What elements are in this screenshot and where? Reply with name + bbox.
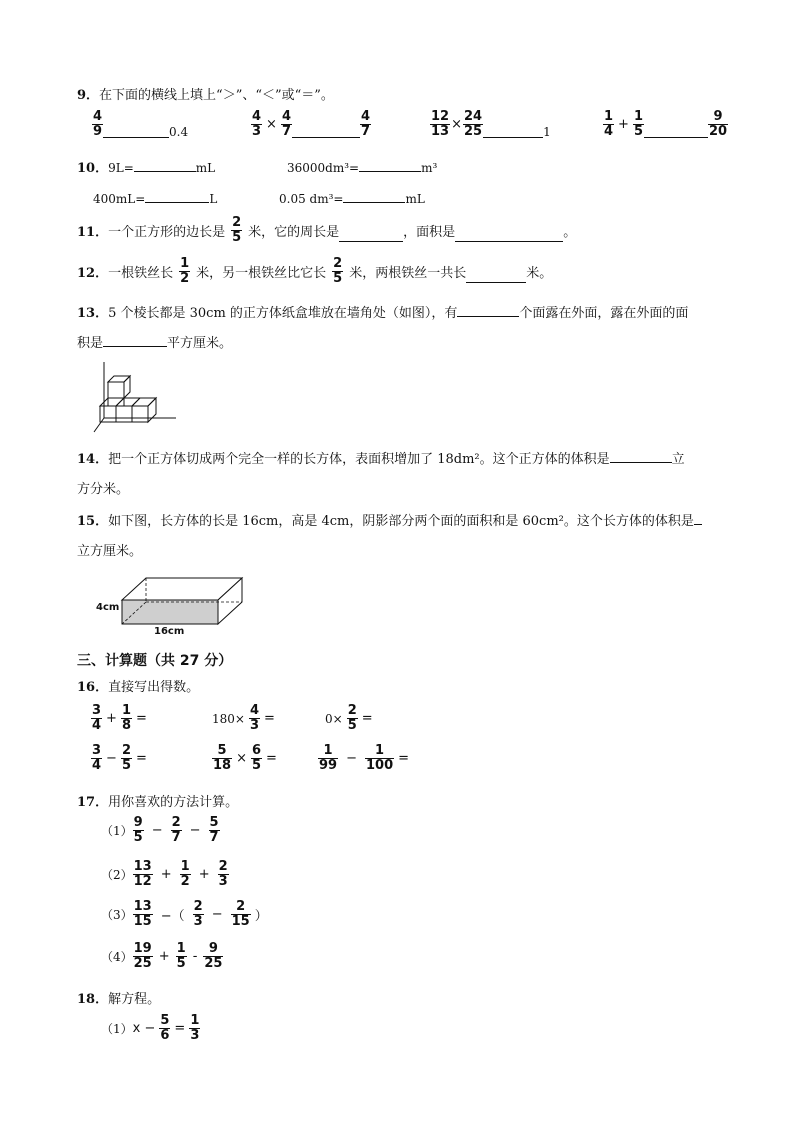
question-number: 12．: [77, 266, 109, 281]
fraction: $\frac{4}{7}$: [281, 109, 291, 139]
answer-blank[interactable]: [292, 125, 360, 138]
answer-blank[interactable]: [339, 229, 403, 242]
q16-expr-2: 180× $\frac{4}{3}$ =: [212, 703, 275, 733]
question-number: 10．: [77, 161, 109, 176]
fraction: $\frac{4}{7}$: [361, 109, 371, 139]
q10-item-3: 400mL= L: [93, 192, 218, 206]
answer-blank[interactable]: [457, 304, 519, 317]
question-14-line2: 方分米。: [77, 482, 130, 497]
q10-item-2: 36000dm³= m³: [287, 161, 438, 175]
question-17: 17．用你喜欢的方法计算。: [77, 795, 239, 810]
question-number: 9．: [77, 88, 100, 103]
question-number: 11．: [77, 225, 109, 240]
q16-expr-5: $\frac{5}{18}$ × $\frac{6}{5}$ =: [213, 743, 277, 773]
question-12: 12． 一根铁丝长 $\frac{1}{2}$ 米，另一根铁丝比它长 $\frac{2}{5}$ 米，两根铁丝一共长 米。: [77, 256, 553, 286]
question-16: 16．直接写出得数。: [77, 680, 200, 695]
question-15-line2: 立方厘米。: [77, 544, 143, 559]
answer-blank[interactable]: [455, 229, 563, 242]
q17-item-1: （1） $\frac{9}{5}$ − $\frac{2}{7}$ − $\frac{5}{7}$: [101, 815, 219, 845]
fraction: $\frac{1}{2}$: [180, 256, 190, 286]
answer-blank[interactable]: [145, 190, 209, 203]
fraction: $\frac{9}{20}$: [709, 109, 728, 139]
answer-blank[interactable]: [103, 125, 169, 138]
answer-blank[interactable]: [644, 125, 708, 138]
answer-blank[interactable]: [694, 512, 702, 525]
q17-item-2: （2） $\frac{13}{12}$ + $\frac{1}{2}$ + $\frac{2}{3}$: [101, 859, 228, 889]
fraction: $\frac{24}{25}$: [464, 109, 483, 139]
question-14: 14．把一个正方体切成两个完全一样的长方体，表面积增加了 18dm²。这个正方体的体积是 立: [77, 452, 685, 467]
answer-blank[interactable]: [610, 450, 672, 463]
height-label: 4cm: [96, 602, 120, 613]
q18-item-1: （1） x − $\frac{5}{6}$ = $\frac{1}{3}$: [101, 1013, 200, 1043]
q17-item-3: （3） $\frac{13}{15}$ −（ $\frac{2}{3}$ − $\frac{2}{15}$ ）: [101, 899, 268, 929]
question-10: 10．9L= mL: [77, 161, 216, 176]
q9-item-2: $\frac{4}{3}$ × $\frac{4}{7}$ $\frac{4}{7}$: [252, 109, 371, 139]
q16-expr-1: $\frac{3}{4}$ + $\frac{1}{8}$ =: [92, 703, 147, 733]
question-13: 13．5 个棱长都是 30cm 的正方体纸盒堆放在墙角处（如图），有 个面露在外面，露在外面的面: [77, 306, 689, 321]
answer-blank[interactable]: [359, 159, 421, 172]
answer-blank[interactable]: [343, 190, 405, 203]
q10-item-4: 0.05 dm³= mL: [279, 192, 425, 206]
fraction: $\frac{2}{5}$: [333, 256, 343, 286]
fraction: $\frac{1}{4}$: [604, 109, 614, 139]
fraction: $\frac{2}{5}$: [232, 215, 242, 245]
question-13-line2: 积是 平方厘米。: [77, 336, 233, 351]
question-18: 18．解方程。: [77, 992, 161, 1007]
q9-item-3: $\frac{12}{13}$ × $\frac{24}{25}$ 1: [431, 109, 551, 139]
answer-blank[interactable]: [103, 334, 167, 347]
q16-expr-3: 0× $\frac{2}{5}$ =: [325, 703, 373, 733]
fraction: $\frac{4}{9}$: [93, 109, 103, 139]
stacked-cubes-figure: [88, 358, 180, 436]
question-number: 18．: [77, 992, 109, 1007]
answer-blank[interactable]: [466, 270, 526, 283]
fraction: $\frac{4}{3}$: [252, 109, 262, 139]
q16-expr-6: $\frac{1}{99}$ − $\frac{1}{100}$ =: [319, 743, 410, 773]
section-title: 三、计算题（共 27 分）: [77, 653, 233, 669]
question-number: 13．: [77, 306, 109, 321]
answer-blank[interactable]: [483, 125, 543, 138]
question-9: [77, 84, 334, 103]
question-number: 17．: [77, 795, 109, 810]
question-number: 15．: [77, 514, 109, 529]
answer-blank[interactable]: [134, 159, 196, 172]
question-number: 16．: [77, 680, 109, 695]
fraction: $\frac{12}{13}$: [431, 109, 450, 139]
length-label: 16cm: [154, 626, 185, 637]
question-15: 15．如下图，长方体的长是 16cm，高是 4cm，阴影部分两个面的面积和是 60cm²。这个长方体的体积是: [77, 510, 702, 529]
q9-item-4: $\frac{1}{4}$ + $\frac{1}{5}$ $\frac{9}{20}$: [604, 109, 728, 139]
q17-item-4: （4） $\frac{19}{25}$ + $\frac{1}{5}$ - $\frac{9}{25}$: [101, 941, 223, 971]
q9-item-1: $\frac{4}{9}$ 0.4: [93, 109, 189, 139]
question-11: 11． 一个正方形的边长是 $\frac{2}{5}$ 米，它的周长是 ，面积是 。: [77, 215, 577, 245]
fraction: $\frac{1}{5}$: [633, 109, 643, 139]
question-text: 在下面的横线上填上“＞”、“＜”或“＝”。: [99, 88, 334, 103]
question-number: 14．: [77, 452, 109, 467]
q16-expr-4: $\frac{3}{4}$ − $\frac{2}{5}$ =: [92, 743, 147, 773]
